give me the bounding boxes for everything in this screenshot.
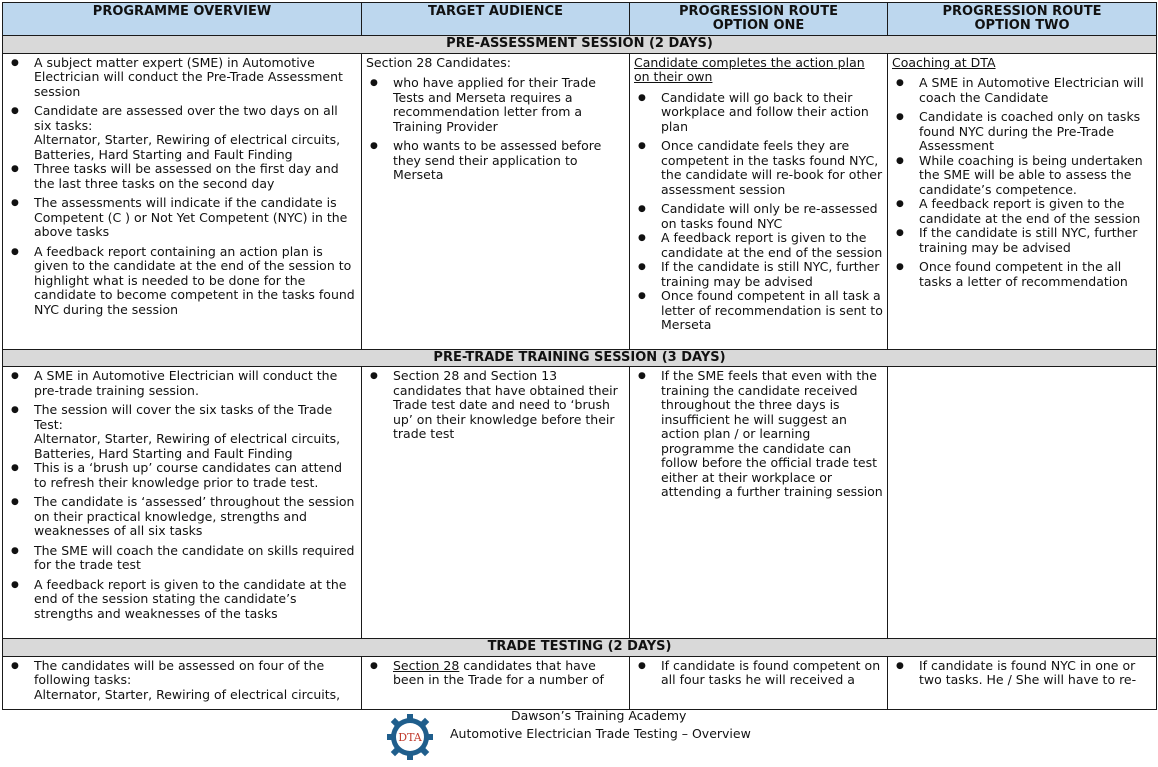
list-item: ● The session will cover the six tasks of the Trade Test: Alternator, Starter, Rewiring of electrical circuits, Batteries, Hard Starting and Fault Finding xyxy=(7,403,357,461)
pre-trade-row xyxy=(3,367,1157,639)
section-title: PRE-TRADE TRAINING SESSION (3 DAYS) xyxy=(3,349,1157,367)
footer-subtitle: Automotive Electrician Trade Testing – Overview xyxy=(450,726,751,741)
pre-trade-audience-cell xyxy=(362,367,630,639)
section-title: PRE-ASSESSMENT SESSION (2 DAYS) xyxy=(3,36,1157,54)
list-item: ● Section 28 candidates that have been in the Trade for a number of xyxy=(366,659,625,688)
list-item: ● Candidate is coached only on tasks found NYC during the Pre-Trade Assessment xyxy=(892,110,1152,154)
pre-trade-route-two-cell xyxy=(888,367,1157,639)
list-item: ● If the candidate is still NYC, further training may be advised xyxy=(892,226,1152,255)
header-row xyxy=(3,3,1157,36)
section-row-trade-testing xyxy=(3,639,1157,657)
list-item: ● This is a ‘brush up’ course candidates can attend to refresh their knowledge prior to trade test. xyxy=(7,461,357,490)
pre-assessment-audience-cell xyxy=(362,53,630,349)
trade-testing-route-one-cell xyxy=(630,656,888,710)
list-item: ● who have applied for their Trade Tests and Merseta requires a recommendation letter from a Training Provider xyxy=(366,76,625,134)
overview-table xyxy=(2,2,1157,710)
trade-testing-route-two-cell xyxy=(888,656,1157,710)
list-item: ● A feedback report is given to the candidate at the end of the session xyxy=(892,197,1152,226)
footer-org-name: Dawson’s Training Academy xyxy=(511,708,687,723)
list-item: ● who wants to be assessed before they send their application to Merseta xyxy=(366,139,625,183)
list-item: ● The assessments will indicate if the candidate is Competent (C ) or Not Yet Competent (NYC) in the above tasks xyxy=(7,196,357,240)
pre-assessment-row xyxy=(3,53,1157,349)
list-item: ● A feedback report containing an action plan is given to the candidate at the end of the session to highlight what is needed to be done for the candidate to become competent in the tasks found NYC during the session xyxy=(7,245,357,318)
list-item: ● A subject matter expert (SME) in Automotive Electrician will conduct the Pre-Trade Assessment session xyxy=(7,56,357,100)
dta-logo-icon xyxy=(380,713,440,761)
list-item: ● The SME will coach the candidate on skills required for the trade test xyxy=(7,544,357,573)
list-item: ● If the SME feels that even with the training the candidate received throughout the three days is insufficient he will suggest an action plan / or learning programme the candidate can follow before the official trade test either at their workplace or attending a further training session xyxy=(634,369,883,500)
pre-assessment-route-two-cell xyxy=(888,53,1157,349)
list-item: ● If the candidate is still NYC, further training may be advised xyxy=(634,260,883,289)
section-row-pre-trade xyxy=(3,349,1157,367)
list-item: ● A feedback report is given to the candidate at the end of the session stating the candidate’s strengths and weaknesses of the tasks xyxy=(7,578,357,622)
trade-testing-audience-cell xyxy=(362,656,630,710)
trade-testing-overview-cell xyxy=(3,656,362,710)
list-item: ● The candidate is ‘assessed’ throughout the session on their practical knowledge, strengths and weaknesses of all six tasks xyxy=(7,495,357,539)
list-item: ● If candidate is found competent on all four tasks he will received a xyxy=(634,659,883,688)
list-item: ● Once found competent in all task a letter of recommendation is sent to Merseta xyxy=(634,289,883,333)
header-route-option-one: PROGRESSION ROUTE OPTION ONE xyxy=(630,3,888,36)
header-route-option-two: PROGRESSION ROUTE OPTION TWO xyxy=(888,3,1157,36)
section-title: TRADE TESTING (2 DAYS) xyxy=(3,639,1157,657)
list-item: ● Once candidate feels they are competent in the tasks found NYC, the candidate will re-book for other assessment session xyxy=(634,139,883,197)
list-item: ● Candidate are assessed over the two days on all six tasks: Alternator, Starter, Rewiring of electrical circuits, Batteries, Hard Starting and Fault Finding xyxy=(7,104,357,162)
page-footer xyxy=(0,707,1158,767)
list-item: ● A feedback report is given to the candidate at the end of the session xyxy=(634,231,883,260)
list-item: ● Once found competent in the all tasks a letter of recommendation xyxy=(892,260,1152,289)
route-two-intro: Coaching at DTA xyxy=(892,54,996,70)
trade-testing-row xyxy=(3,656,1157,710)
audience-intro: Section 28 Candidates: xyxy=(366,54,511,70)
route-one-intro: Candidate completes the action plan on their own xyxy=(634,54,865,84)
header-programme-overview: PROGRAMME OVERVIEW xyxy=(3,3,362,36)
tasks-list: Alternator, Starter, Rewiring of electrical circuits, xyxy=(34,686,341,702)
header-target-audience: TARGET AUDIENCE xyxy=(362,3,630,36)
list-item: ● Three tasks will be assessed on the first day and the last three tasks on the second day xyxy=(7,162,357,191)
tasks-list: Alternator, Starter, Rewiring of electrical circuits, Batteries, Hard Starting and Fault Finding xyxy=(34,132,341,162)
section-row-pre-assessment xyxy=(3,36,1157,54)
pre-trade-overview-cell xyxy=(3,367,362,639)
logo-text: DTA xyxy=(398,731,422,744)
list-item: ● A SME in Automotive Electrician will conduct the pre-trade training session. xyxy=(7,369,357,398)
list-item: ● Section 28 and Section 13 candidates that have obtained their Trade test date and need to ‘brush up’ on their knowledge before their trade test xyxy=(366,369,625,442)
pre-trade-route-one-cell xyxy=(630,367,888,639)
list-item: ● Candidate will go back to their workplace and follow their action plan xyxy=(634,91,883,135)
pre-assessment-route-one-cell xyxy=(630,53,888,349)
section-28-link-text: Section 28 xyxy=(393,657,460,673)
list-item: ● Candidate will only be re-assessed on tasks found NYC xyxy=(634,202,883,231)
list-item: ● If candidate is found NYC in one or two tasks. He / She will have to re- xyxy=(892,659,1152,688)
list-item: ● While coaching is being undertaken the SME will be able to assess the candidate’s competence. xyxy=(892,154,1152,198)
list-item: ● A SME in Automotive Electrician will coach the Candidate xyxy=(892,76,1152,105)
list-item: ● The candidates will be assessed on four of the following tasks: Alternator, Starter, Rewiring of electrical circuits, xyxy=(7,659,357,703)
tasks-list: Alternator, Starter, Rewiring of electrical circuits, Batteries, Hard Starting and Fault Finding xyxy=(34,431,341,461)
pre-assessment-overview-cell xyxy=(3,53,362,349)
